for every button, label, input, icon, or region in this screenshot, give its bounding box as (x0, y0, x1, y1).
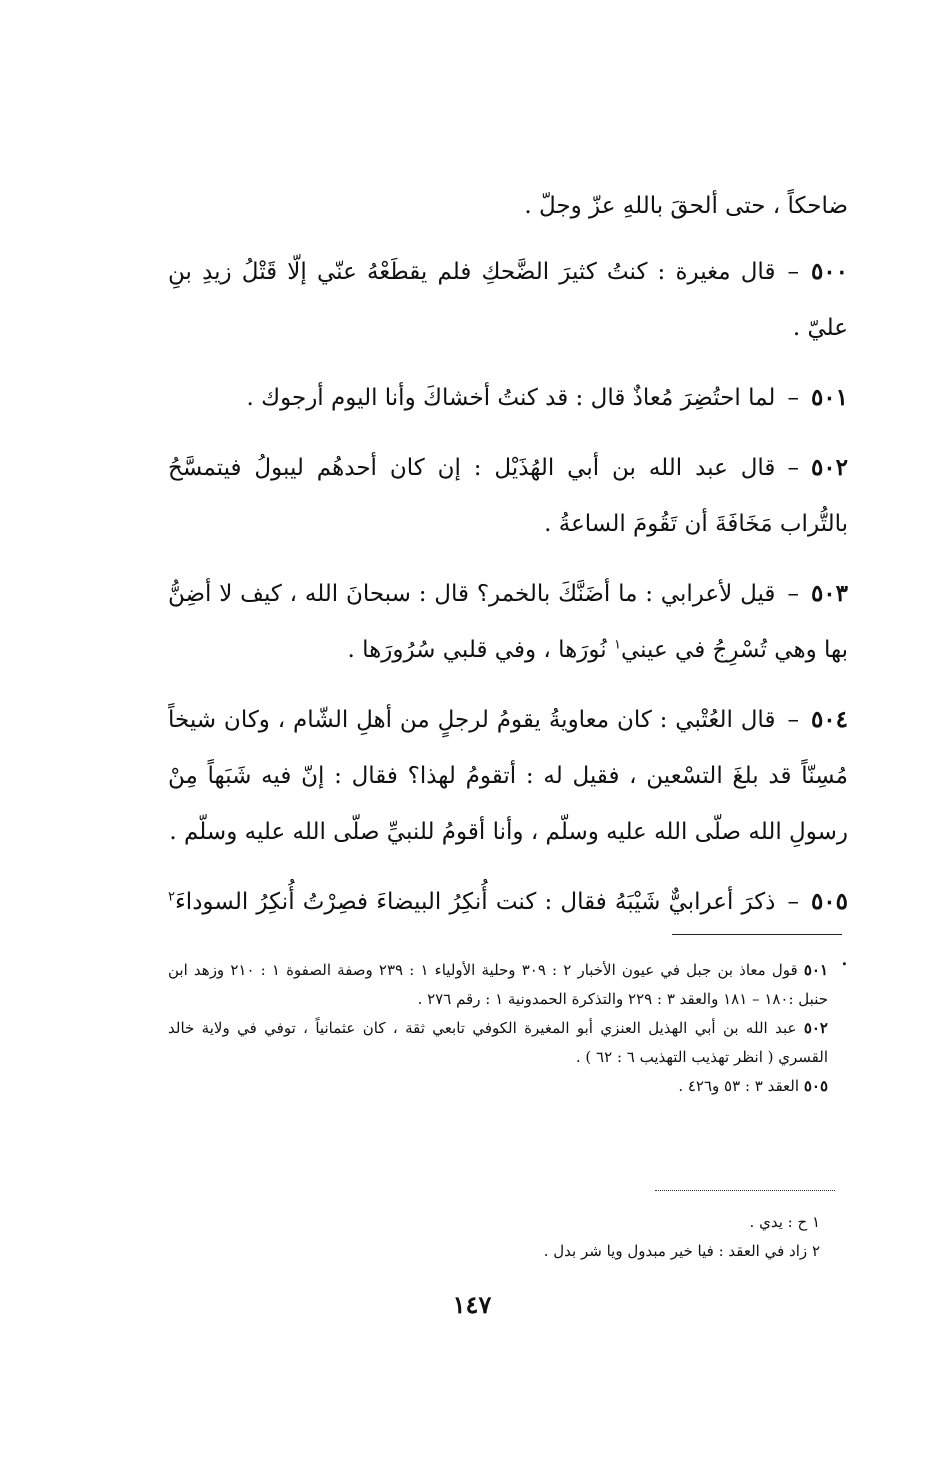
source-notes (168, 956, 828, 1101)
variant-text: زاد في العقد : فيا خير مبدول ويا شر بدل . (543, 1242, 808, 1260)
entry-500: ٥٠٠–قال مغيرة : كنتُ كثيرَ الضَّحكِ فلم يقطَعْهُ عنّي إلّا قَتْلُ زيدِ بنِ عليّ . (168, 258, 848, 341)
variant-2 (300, 1237, 820, 1266)
variant-number: ١ (811, 1213, 820, 1231)
entry-number: ٥٠٥ (810, 888, 848, 915)
entry-text: لما احتُضِرَ مُعاذٌ قال : قد كنتُ أخشاكَ وأنا اليوم أرجوك . (246, 385, 776, 411)
note-text: قول معاذ بن جبل في عيون الأخبار ٢ : ٣٠٩ وحلية الأولياء ١ : ٢٣٩ وصفة الصفوة ١ : ٢١٠ وزهد ابن حنبل :١٨٠ – ١٨١ والعقد ٣ : ٢٢٩ والتذكرة الحمدونية ١ : رقم ٢٧٦ . (168, 961, 828, 1008)
main-text (168, 178, 848, 1000)
entry-502: ٥٠٢–قال عبد الله بن أبي الهُذَيْل : إن كان أحدهُم ليبولُ فيتمسَّحُ بالتُّراب مَخَافَةَ أن تَقُومَ الساعةُ . (168, 454, 848, 537)
note-502 (168, 1014, 828, 1072)
variant-number: ٢ (811, 1242, 820, 1260)
note-501 (168, 956, 828, 1014)
entry-text: قال مغيرة : كنتُ كثيرَ الضَّحكِ فلم يقطَعْهُ عنّي إلّا قَتْلُ زيدِ بنِ عليّ . (168, 259, 848, 341)
footnote-marker: ١ (613, 637, 621, 653)
note-505 (168, 1072, 828, 1101)
entry-503: ٥٠٣–قيل لأعرابي : ما أضَنَّكَ بالخمر؟ قال : سبحانَ الله ، كيف لا أضِنُّ بها وهي تُسْرِجُ في عيني$^١$ نُورَها ، وفي قلبي سُرُورَها . (168, 580, 848, 663)
note-number: ٥٠٢ (803, 1019, 828, 1037)
variant-text: ح : يدي . (749, 1213, 808, 1231)
entry-text: ذكرَ أعرابيٌّ شَيْبَهُ فقال : كنت أُنكِرُ البيضاءَ فصِرْتُ أُنكِرُ السوداءَ (174, 889, 776, 915)
entry-text: قال عبد الله بن أبي الهُذَيْل : إن كان أحدهُم ليبولُ فيتمسَّحُ بالتُّراب مَخَافَةَ أن تَقُومَ الساعةُ . (168, 455, 848, 537)
entry-501: ٥٠١–لما احتُضِرَ مُعاذٌ قال : قد كنتُ أخشاكَ وأنا اليوم أرجوك . (246, 384, 848, 411)
entry-number: ٥٠٠ (810, 258, 848, 285)
note-number: ٥٠١ (803, 961, 829, 979)
entry-text-continued: نُورَها ، وفي قلبي سُرُورَها . (347, 637, 614, 663)
variant-1 (300, 1208, 820, 1237)
page-number: ١٤٧ (452, 1290, 492, 1319)
entry-text-continued: . (840, 945, 848, 971)
entry-number: ٥٠٤ (810, 706, 848, 733)
entry-505: ٥٠٥–ذكرَ أعرابيٌّ شَيْبَهُ فقال : كنت أُنكِرُ البيضاءَ فصِرْتُ أُنكِرُ السوداءَ$^٢$ . (168, 888, 848, 971)
note-text: عبد الله بن أبي الهذيل العنزي أبو المغيرة الكوفي تابعي ثقة ، كان عثمانياً ، توفي في ولاية خالد القسري ( انظر تهذيب التهذيب ٦ : ٦٢ ) . (168, 1019, 828, 1066)
entry-text: قيل لأعرابي : ما أضَنَّكَ بالخمر؟ قال : سبحانَ الله ، كيف لا أضِنُّ بها وهي تُسْرِجُ في عيني (168, 581, 848, 663)
note-number: ٥٠٥ (803, 1077, 828, 1095)
variant-notes (300, 1208, 820, 1266)
footnote-marker: ٢ (168, 889, 175, 905)
entry-number: ٥٠١ (810, 384, 848, 411)
entry-number: ٥٠٣ (810, 580, 848, 607)
note-text: العقد ٣ : ٥٣ و٤٢٦ . (678, 1077, 800, 1095)
variants-divider (655, 1190, 835, 1191)
entry-504: ٥٠٤–قال العُتْبي : كان معاويةُ يقومُ لرجلٍ من أهلِ الشّام ، وكان شيخاً مُسِنّاً قد بلغَ التسْعين ، فقيل له : أتقومُ لهذا؟ فقال : إنّ فيه شَبَهاً مِنْ رسولِ الله صلّى الله عليه وسلّم ، وأنا أقومُ للنبيِّ صلّى الله عليه وسلّم . (168, 706, 848, 845)
entry-number: ٥٠٢ (810, 454, 848, 481)
entry-text: قال العُتْبي : كان معاويةُ يقومُ لرجلٍ من أهلِ الشّام ، وكان شيخاً مُسِنّاً قد بلغَ التسْعين ، فقيل له : أتقومُ لهذا؟ فقال : إنّ فيه شَبَهاً مِنْ رسولِ الله صلّى الله عليه وسلّم ، وأنا أقومُ للنبيِّ صلّى الله عليه وسلّم . (168, 707, 848, 845)
opening-line: ضاحكاً ، حتى ألحقَ باللهِ عزّ وجلّ . (524, 193, 848, 219)
footnote-divider (672, 934, 842, 935)
